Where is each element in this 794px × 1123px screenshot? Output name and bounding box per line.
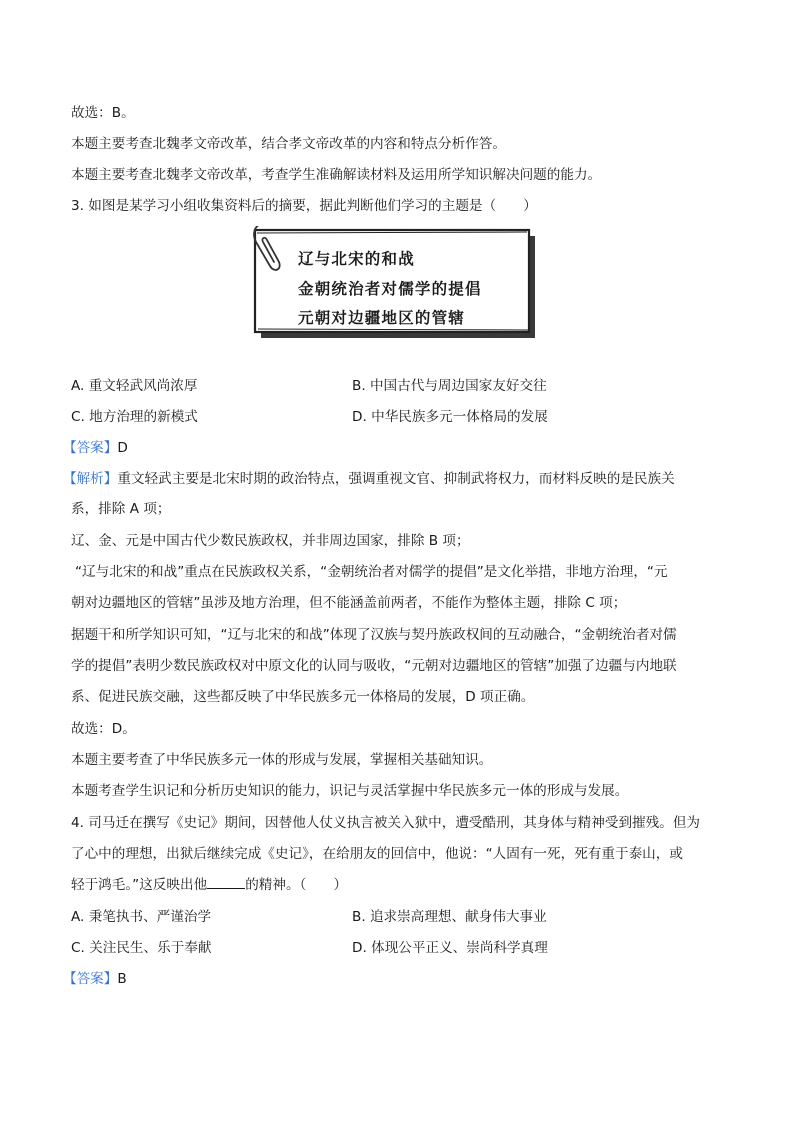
q3-analysis-line: 系、促进民族交融，这些都反映了中华民族多元一体格局的发展，D 项正确。: [71, 689, 535, 705]
q3-analysis-line: 朝对边疆地区的管辖”虽涉及地方治理，但不能涵盖前两者，不能作为整体主题，排除 C 项；: [71, 595, 627, 611]
note-line-1: 辽与北宋的和战: [298, 249, 415, 268]
q3-analysis-line: 据题干和所学知识可知，“辽与北宋的和战”体现了汉族与契丹族政权间的互动融合，“金朝统治者对儒: [71, 627, 677, 643]
q3-option-c: C. 地方治理的新模式: [71, 409, 198, 425]
question-3-stem: 3. 如图是某学习小组收集资料后的摘要，据此判断他们学习的主题是（ ）: [71, 198, 537, 214]
q3-option-b: B. 中国古代与周边国家友好交往: [352, 378, 547, 394]
question-4-stem: 了心中的理想，出狱后继续完成《史记》，在给朋友的回信中，他说：“人固有一死，死有重于泰山，或: [71, 846, 683, 862]
answer-value: D: [117, 440, 128, 456]
answer-tag: 【答案】: [63, 440, 118, 456]
q4-answer: [63, 970, 127, 988]
q3-analysis-line: 学的提倡”表明少数民族政权对中原文化的认同与吸收，“元朝对边疆地区的管辖”加强了边疆与内地联: [71, 658, 677, 674]
comment-line: 本题考查学生识记和分析历史知识的能力，识记与灵活掌握中华民族多元一体的形成与发展。: [71, 783, 629, 799]
question-4-stem: 轻于鸿毛。”这反映出他 的精神。（ ）: [71, 877, 348, 893]
note-line-3: 元朝对边疆地区的管辖: [298, 308, 466, 327]
comment-line: 本题主要考查北魏孝文帝改革，结合孝文帝改革的内容和特点分析作答。: [71, 136, 506, 152]
q3-analysis-line: 系，排除 A 项；: [71, 501, 171, 517]
question-4-stem: 4. 司马迁在撰写《史记》期间，因替他人仗义执言被关入狱中，遭受酷刑，其身体与精神受到摧残。但为: [71, 815, 701, 831]
note-line-2: 金朝统治者对儒学的提倡: [298, 279, 482, 298]
q3-answer-line: 故选：D。: [71, 721, 136, 737]
q3-option-a: A. 重文轻武风尚浓厚: [71, 378, 198, 394]
q4-option-c: C. 关注民生、乐于奉献: [71, 940, 212, 956]
comment-line: 本题主要考查北魏孝文帝改革，考查学生准确解读材料及运用所学知识解决问题的能力。: [71, 167, 602, 183]
q3-option-d: D. 中华民族多元一体格局的发展: [352, 409, 548, 425]
answer-value: B: [117, 971, 127, 987]
q3-analysis-line: 【解析】重文轻武主要是北宋时期的政治特点，强调重视文官、抑制武将权力，而材料反映的是民族关: [63, 471, 675, 487]
q3-analysis-line: “辽与北宋的和战”重点在民族政权关系，“金朝统治者对儒学的提倡”是文化举措，非地方治理，“元: [75, 564, 668, 580]
comment-line: 本题主要考查了中华民族多元一体的形成与发展，掌握相关基础知识。: [71, 752, 493, 768]
answer-line: 故选：B。: [71, 105, 135, 121]
q4-option-d: D. 体现公平正义、崇尚科学真理: [352, 940, 548, 956]
answer-tag: 【答案】: [63, 971, 118, 987]
q4-option-a: A. 秉笔执书、严谨治学: [71, 909, 212, 925]
analysis-tag: 【解析】: [63, 471, 118, 487]
fill-blank: [207, 876, 245, 889]
q3-answer: [63, 439, 128, 457]
q3-analysis-line: 辽、金、元是中国古代少数民族政权，并非周边国家，排除 B 项；: [71, 533, 470, 549]
q4-option-b: B. 追求崇高理想、献身伟大事业: [352, 909, 547, 925]
